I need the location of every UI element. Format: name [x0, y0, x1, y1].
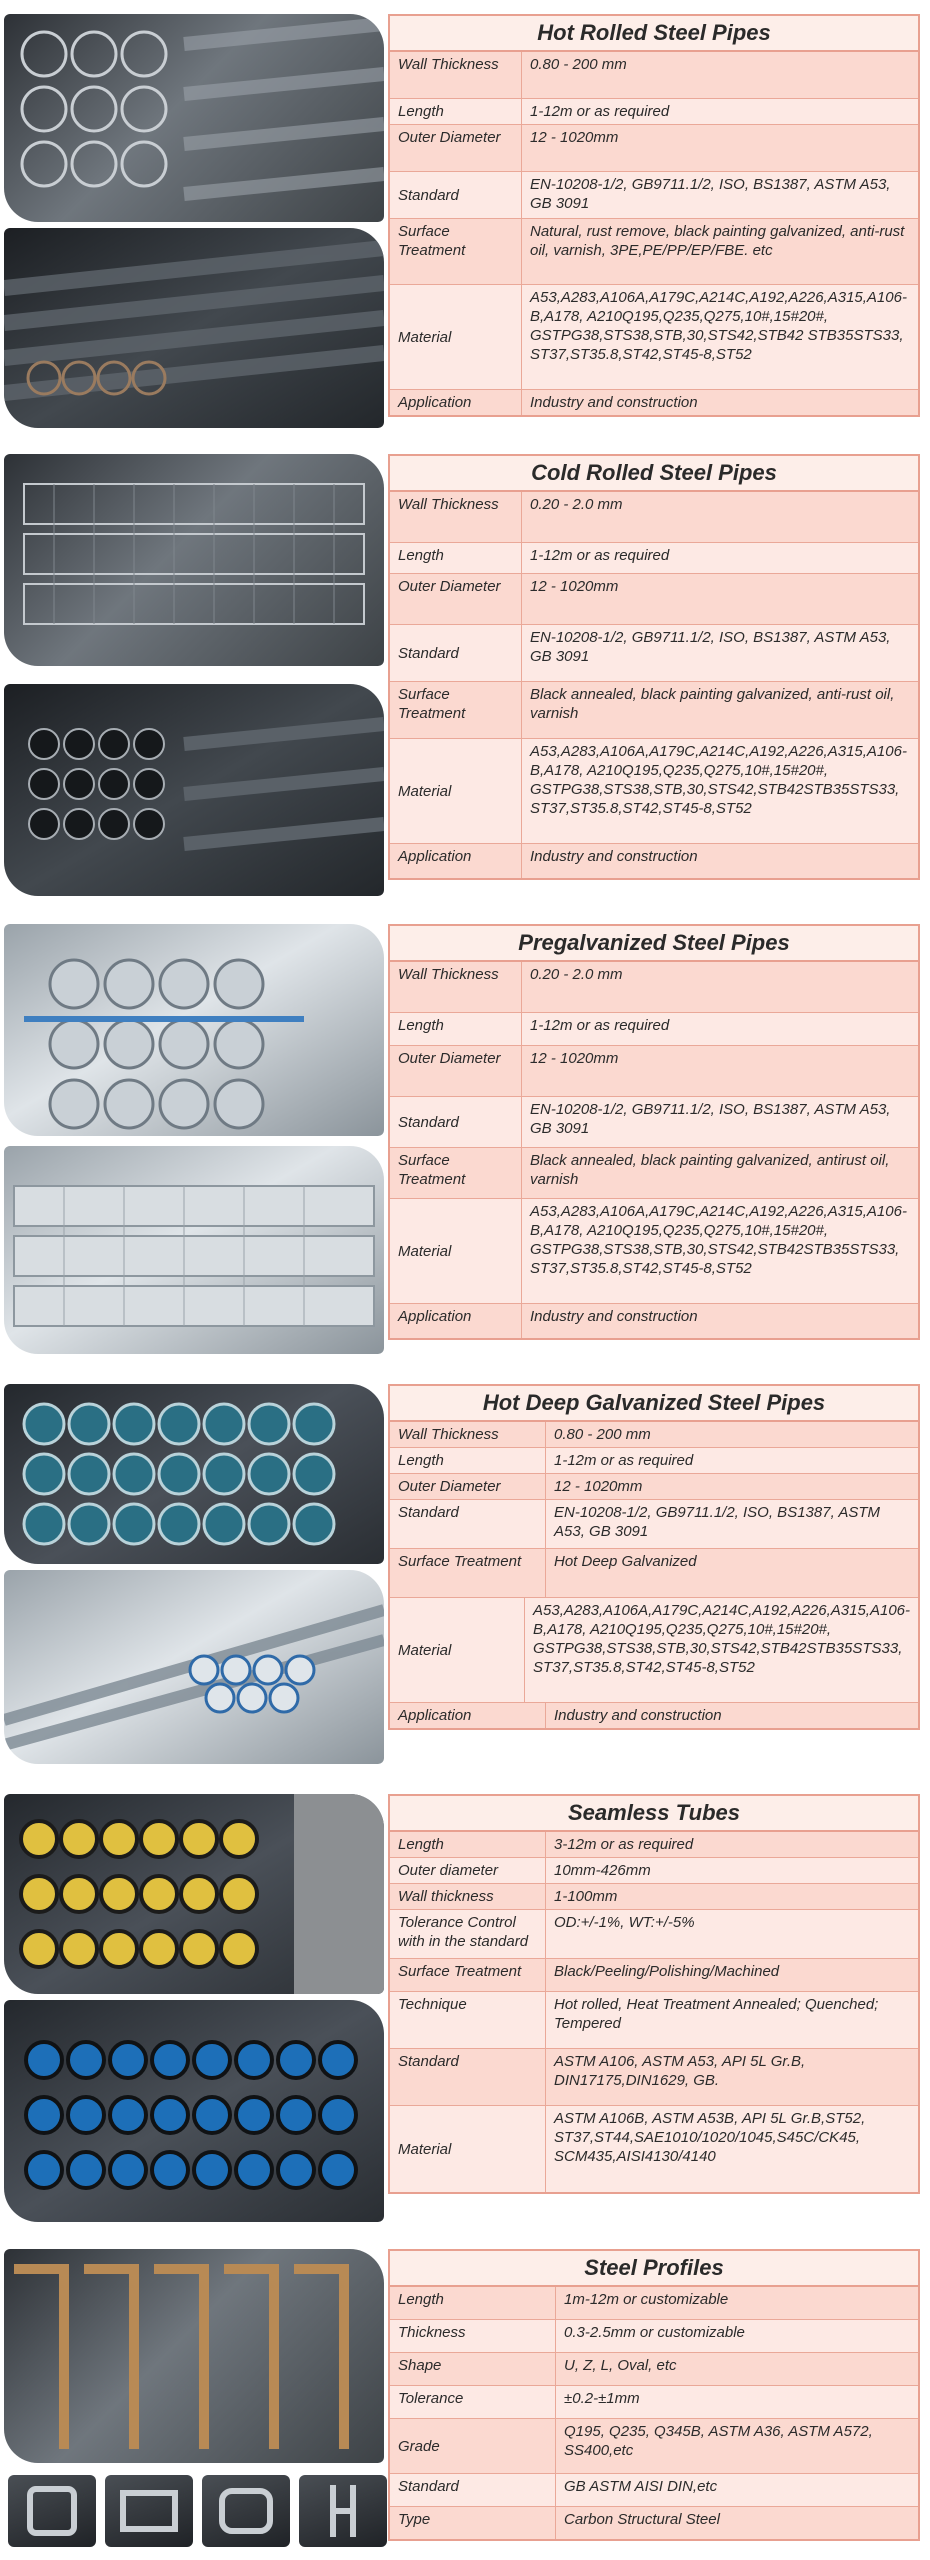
- table-row: [390, 1046, 918, 1097]
- table-row: [390, 1148, 918, 1199]
- row-value: ASTM A106, ASTM A53, API 5L Gr.B, DIN17175,DIN1629, GB.: [546, 2049, 918, 2105]
- row-label: Grade: [390, 2419, 556, 2473]
- row-value: 0.3-2.5mm or customizable: [556, 2320, 918, 2352]
- row-label: Standard: [390, 1500, 546, 1548]
- row-label: Standard: [390, 625, 522, 681]
- row-label: Surface Treatment: [390, 1549, 546, 1597]
- row-value: Industry and construction: [522, 844, 918, 878]
- row-value: ASTM A106B, ASTM A53B, API 5L Gr.B,ST52, ST37,ST44,SAE1010/1020/1045,S45C/CK45, SCM435,AISI4130/4140: [546, 2106, 918, 2192]
- pregalvanized-photo-2: [4, 1146, 384, 1354]
- row-value: Hot rolled, Heat Treatment Annealed; Quenched; Tempered: [546, 1992, 918, 2048]
- table-row: [390, 1013, 918, 1046]
- table-row: [390, 1422, 918, 1448]
- spec-table-seamless-tubes: [388, 1794, 920, 2194]
- row-label: Length: [390, 99, 522, 124]
- steel-profiles-photo: [4, 2249, 384, 2463]
- row-value: 3-12m or as required: [546, 1832, 918, 1857]
- row-value: A53,A283,A106A,A179C,A214C,A192,A226,A315,A106- B,A178, A210Q195,Q235,Q275,10#,15#20#, GSTPG38,STS38,STB,30,STS42,STB42STB35STS33, ST37,ST35.8,ST42,ST45-8,ST52: [522, 739, 918, 843]
- row-value: 12 - 1020mm: [522, 125, 918, 171]
- table-title: Pregalvanized Steel Pipes: [390, 926, 918, 962]
- row-value: EN-10208-1/2, GB9711.1/2, ISO, BS1387, ASTM A53, GB 3091: [522, 172, 918, 218]
- row-label: Outer Diameter: [390, 1046, 522, 1096]
- spec-table-steel-profiles: [388, 2249, 920, 2541]
- section-seamless-tubes: [0, 1790, 930, 2230]
- table-row: [390, 1304, 918, 1338]
- table-row: [390, 2353, 918, 2386]
- row-value: ±0.2-±1mm: [556, 2386, 918, 2418]
- row-label: Application: [390, 1703, 546, 1728]
- table-row: [390, 1910, 918, 1959]
- row-value: Black/Peeling/Polishing/Machined: [546, 1959, 918, 1991]
- row-label: Wall Thickness: [390, 1422, 546, 1447]
- row-label: Wall Thickness: [390, 52, 522, 98]
- table-row: [390, 1884, 918, 1910]
- table-row: [390, 2386, 918, 2419]
- spec-table-cold-rolled: [388, 454, 920, 880]
- row-value: 0.20 - 2.0 mm: [522, 962, 918, 1012]
- table-row: [390, 2507, 918, 2539]
- table-row: [390, 125, 918, 172]
- row-value: U, Z, L, Oval, etc: [556, 2353, 918, 2385]
- row-value: A53,A283,A106A,A179C,A214C,A192,A226,A315,A106- B,A178, A210Q195,Q235,Q275,10#,15#20#, GSTPG38,STS38,STB,30,STS42,STB42STB35STS33, ST37,ST35.8,ST42,ST45-8,ST52: [522, 1199, 918, 1303]
- table-row: [390, 962, 918, 1013]
- row-value: EN-10208-1/2, GB9711.1/2, ISO, BS1387, ASTM A53, GB 3091: [522, 625, 918, 681]
- profile-thumb-2: [105, 2475, 193, 2547]
- row-value: OD:+/-1%, WT:+/-5%: [546, 1910, 918, 1958]
- table-row: [390, 2049, 918, 2106]
- row-label: Material: [390, 739, 522, 843]
- table-row: [390, 1500, 918, 1549]
- profile-thumb-3: [202, 2475, 290, 2547]
- row-value: A53,A283,A106A,A179C,A214C,A192,A226,A315,A106- B,A178, A210Q195,Q235,Q275,10#,15#20#, GSTPG38,STS38,STB,30,STS42,STB42STB35STS33, ST37,ST35.8,ST42,ST45-8,ST52: [525, 1598, 918, 1702]
- row-label: Material: [390, 1199, 522, 1303]
- row-label: Length: [390, 1448, 546, 1473]
- table-title: Hot Deep Galvanized Steel Pipes: [390, 1386, 918, 1422]
- table-row: [390, 1858, 918, 1884]
- table-row: [390, 682, 918, 739]
- section-steel-profiles: [0, 2245, 930, 2555]
- table-title: Cold Rolled Steel Pipes: [390, 456, 918, 492]
- row-label: Length: [390, 2287, 556, 2319]
- table-row: [390, 1097, 918, 1148]
- table-row: [390, 2320, 918, 2353]
- table-row: [390, 1448, 918, 1474]
- table-row: [390, 172, 918, 219]
- row-value: Industry and construction: [546, 1703, 918, 1728]
- table-title: Hot Rolled Steel Pipes: [390, 16, 918, 52]
- row-label: Application: [390, 390, 522, 415]
- row-label: Type: [390, 2507, 556, 2539]
- table-row: [390, 2106, 918, 2192]
- table-row: [390, 219, 918, 285]
- table-row: [390, 1474, 918, 1500]
- spec-table-pregalvanized: [388, 924, 920, 1340]
- row-value: 12 - 1020mm: [522, 574, 918, 624]
- row-value: 0.80 - 200 mm: [546, 1422, 918, 1447]
- row-value: 12 - 1020mm: [522, 1046, 918, 1096]
- row-label: Surface Treatment: [390, 1148, 522, 1198]
- table-title: Steel Profiles: [390, 2251, 918, 2287]
- table-row: [390, 1549, 918, 1598]
- row-value: 1-12m or as required: [522, 99, 918, 124]
- row-label: Length: [390, 1013, 522, 1045]
- row-value: Carbon Structural Steel: [556, 2507, 918, 2539]
- row-value: Industry and construction: [522, 1304, 918, 1338]
- row-label: Outer diameter: [390, 1858, 546, 1883]
- spec-table-hot-rolled: [388, 14, 920, 417]
- table-row: [390, 844, 918, 878]
- table-row: [390, 390, 918, 415]
- table-row: [390, 1959, 918, 1992]
- table-row: [390, 52, 918, 99]
- table-row: [390, 1703, 918, 1728]
- row-label: Tolerance Control with in the standard: [390, 1910, 546, 1958]
- row-label: Technique: [390, 1992, 546, 2048]
- row-label: Tolerance: [390, 2386, 556, 2418]
- table-row: [390, 99, 918, 125]
- cold-rolled-photo-1: [4, 454, 384, 666]
- row-value: 1-100mm: [546, 1884, 918, 1909]
- row-value: A53,A283,A106A,A179C,A214C,A192,A226,A315,A106- B,A178, A210Q195,Q235,Q275,10#,15#20#, GSTPG38,STS38,STB,30,STS42,STB42 STB35STS33, ST37,ST35.8,ST42,ST45-8,ST52: [522, 285, 918, 389]
- row-label: Material: [390, 1598, 525, 1702]
- table-row: [390, 739, 918, 844]
- row-label: Wall Thickness: [390, 962, 522, 1012]
- row-label: Outer Diameter: [390, 574, 522, 624]
- row-label: Standard: [390, 2049, 546, 2105]
- spec-table-hot-deep-galvanized: [388, 1384, 920, 1730]
- row-label: Wall thickness: [390, 1884, 546, 1909]
- row-value: GB ASTM AISI DIN,etc: [556, 2474, 918, 2506]
- row-value: Q195, Q235, Q345B, ASTM A36, ASTM A572, SS400,etc: [556, 2419, 918, 2473]
- table-row: [390, 543, 918, 574]
- table-row: [390, 492, 918, 543]
- table-row: [390, 285, 918, 390]
- row-value: 0.80 - 200 mm: [522, 52, 918, 98]
- row-value: Hot Deep Galvanized: [546, 1549, 918, 1597]
- row-label: Material: [390, 2106, 546, 2192]
- section-hot-rolled: [0, 10, 930, 430]
- row-value: Industry and construction: [522, 390, 918, 415]
- table-title: Seamless Tubes: [390, 1796, 918, 1832]
- row-value: 1-12m or as required: [546, 1448, 918, 1473]
- row-label: Length: [390, 543, 522, 573]
- hot-deep-galvanized-photo-2: [4, 1570, 384, 1764]
- pregalvanized-photo-1: [4, 924, 384, 1136]
- row-label: Standard: [390, 172, 522, 218]
- row-label: Surface Treatment: [390, 219, 522, 284]
- hot-deep-galvanized-photo-1: [4, 1384, 384, 1564]
- table-row: [390, 1598, 918, 1703]
- seamless-tubes-photo-1: [4, 1794, 384, 1994]
- row-label: Outer Diameter: [390, 1474, 546, 1499]
- section-pregalvanized: [0, 920, 930, 1360]
- row-label: Standard: [390, 1097, 522, 1147]
- section-cold-rolled: [0, 450, 930, 900]
- table-row: [390, 1832, 918, 1858]
- row-value: 1-12m or as required: [522, 1013, 918, 1045]
- row-label: Thickness: [390, 2320, 556, 2352]
- row-value: EN-10208-1/2, GB9711.1/2, ISO, BS1387, ASTM A53, GB 3091: [522, 1097, 918, 1147]
- seamless-tubes-photo-2: [4, 2000, 384, 2222]
- row-value: 12 - 1020mm: [546, 1474, 918, 1499]
- row-label: Shape: [390, 2353, 556, 2385]
- row-value: 1m-12m or customizable: [556, 2287, 918, 2319]
- row-label: Application: [390, 1304, 522, 1338]
- row-value: 1-12m or as required: [522, 543, 918, 573]
- row-label: Wall Thickness: [390, 492, 522, 542]
- row-value: Black annealed, black painting galvanized, antirust oil, varnish: [522, 1148, 918, 1198]
- table-row: [390, 1992, 918, 2049]
- hot-rolled-photo-1: [4, 14, 384, 222]
- table-row: [390, 2474, 918, 2507]
- profile-thumb-4: [299, 2475, 387, 2547]
- row-label: Length: [390, 1832, 546, 1857]
- row-label: Material: [390, 285, 522, 389]
- row-label: Standard: [390, 2474, 556, 2506]
- row-value: 10mm-426mm: [546, 1858, 918, 1883]
- table-row: [390, 625, 918, 682]
- profile-thumbnails: [8, 2475, 388, 2547]
- table-row: [390, 574, 918, 625]
- hot-rolled-photo-2: [4, 228, 384, 428]
- section-hot-deep-galvanized: [0, 1380, 930, 1780]
- row-value: EN-10208-1/2, GB9711.1/2, ISO, BS1387, ASTM A53, GB 3091: [546, 1500, 918, 1548]
- row-label: Surface Treatment: [390, 1959, 546, 1991]
- row-label: Surface Treatment: [390, 682, 522, 738]
- cold-rolled-photo-2: [4, 684, 384, 896]
- profile-thumb-1: [8, 2475, 96, 2547]
- table-row: [390, 2287, 918, 2320]
- table-row: [390, 2419, 918, 2474]
- table-row: [390, 1199, 918, 1304]
- row-value: Black annealed, black painting galvanized, anti-rust oil, varnish: [522, 682, 918, 738]
- row-label: Outer Diameter: [390, 125, 522, 171]
- row-value: 0.20 - 2.0 mm: [522, 492, 918, 542]
- row-value: Natural, rust remove, black painting galvanized, anti-rust oil, varnish, 3PE,PE/PP/EP/FBE. etc: [522, 219, 918, 284]
- row-label: Application: [390, 844, 522, 878]
